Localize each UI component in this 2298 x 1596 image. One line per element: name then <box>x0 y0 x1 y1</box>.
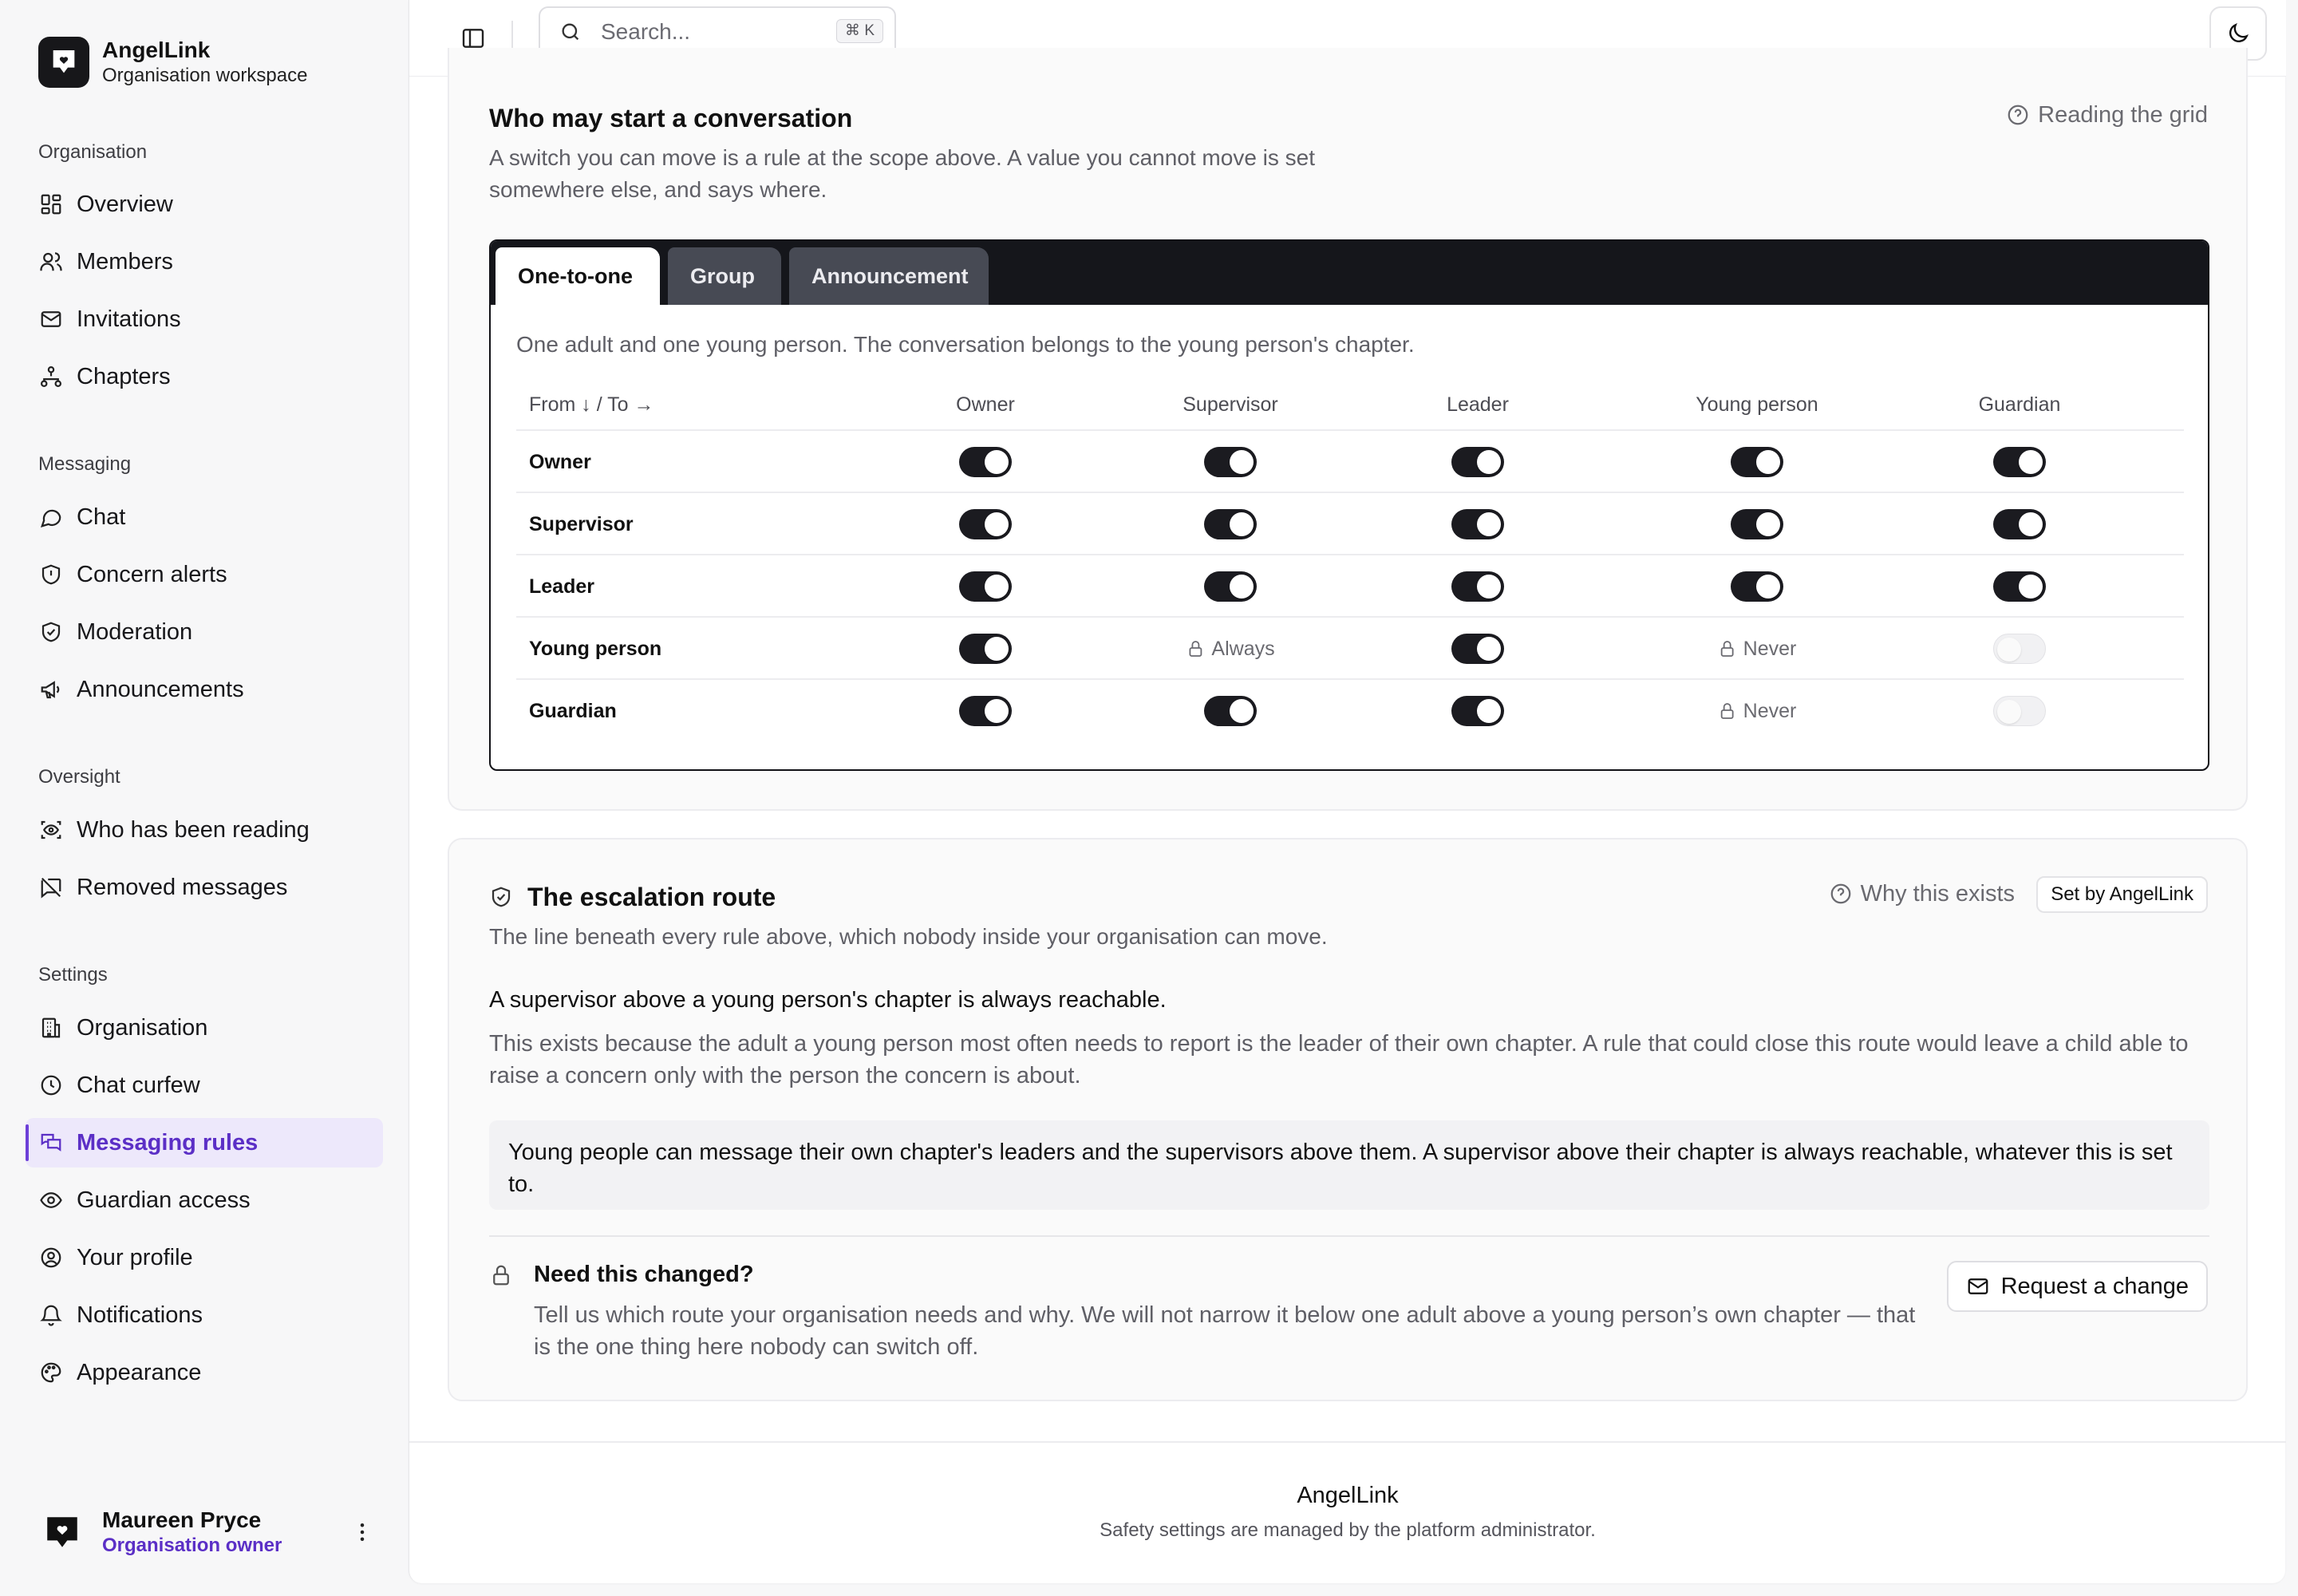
help-link-label: Why this exists <box>1860 881 2015 907</box>
change-title: Need this changed? <box>534 1262 754 1287</box>
sidebar-item-label: Messaging rules <box>77 1130 259 1156</box>
permission-toggle[interactable] <box>1204 447 1257 477</box>
sidebar-item-organisation[interactable] <box>26 1003 383 1053</box>
users-icon <box>38 249 64 275</box>
toggle-knob <box>1477 575 1501 598</box>
grid-cell <box>1451 431 1504 493</box>
permission-toggle[interactable] <box>1731 509 1783 539</box>
grid-cell <box>1718 680 1797 742</box>
sidebar-item-guardian-access[interactable] <box>26 1175 383 1225</box>
permission-toggle[interactable] <box>1204 571 1257 602</box>
permission-toggle[interactable] <box>1451 571 1504 602</box>
help-circle-icon <box>1829 882 1853 906</box>
tab-strip <box>491 241 2208 305</box>
sidebar-item-label: Your profile <box>77 1245 193 1270</box>
sidebar-item-invitations[interactable] <box>26 294 383 344</box>
toggle-knob <box>1756 512 1780 536</box>
sidebar-item-label: Members <box>77 249 173 275</box>
grid-cell <box>1451 555 1504 618</box>
angellink-logo-icon <box>38 37 89 88</box>
search-shortcut: ⌘ K <box>836 19 883 43</box>
escalation-title-row <box>489 881 776 913</box>
why-this-exists-link[interactable] <box>1829 879 2015 908</box>
scan-eye-icon <box>38 817 64 843</box>
grid-cell <box>1204 493 1257 555</box>
sidebar-item-members[interactable] <box>26 237 383 286</box>
request-change-label: Request a change <box>2000 1273 2189 1299</box>
column-header: Guardian <box>1978 393 2061 416</box>
toggle-knob <box>2019 450 2043 474</box>
grid-cell <box>1451 493 1504 555</box>
user-circle-icon <box>38 1245 64 1270</box>
column-header: Supervisor <box>1183 393 1278 416</box>
locked-value <box>1186 638 1274 661</box>
table-row <box>516 618 2184 680</box>
locked-value-label: Never <box>1743 637 1797 660</box>
shield-check-icon <box>489 884 515 910</box>
grid-corner-label: From ↓ / To → <box>529 393 654 416</box>
sidebar-item-chat-curfew[interactable] <box>26 1061 383 1110</box>
sidebar-item-label: Overview <box>77 192 173 217</box>
sidebar-item-your-profile[interactable] <box>26 1233 383 1282</box>
sidebar-item-who-has-been-reading[interactable] <box>26 805 383 855</box>
tab-announcement[interactable]: Announcement <box>789 247 989 305</box>
grid-header <box>516 377 2184 431</box>
eye-icon <box>38 1187 64 1213</box>
escalation-title: The escalation route <box>527 883 776 911</box>
nav-group-settings: Settings <box>38 964 108 986</box>
brand-name: AngelLink <box>102 38 211 62</box>
megaphone-icon <box>38 677 64 702</box>
sidebar-item-messaging-rules[interactable] <box>26 1118 383 1167</box>
messages-icon <box>38 1130 64 1156</box>
row-header: Owner <box>529 451 591 473</box>
locked-value <box>1718 638 1797 661</box>
tab-one-to-one[interactable]: One-to-one <box>496 247 660 305</box>
sidebar <box>0 0 407 1596</box>
sidebar-item-label: Invitations <box>77 306 181 332</box>
column-header: Owner <box>956 393 1015 416</box>
toggle-knob <box>1997 638 2021 662</box>
escalation-route-card <box>448 838 2248 1401</box>
row-header: Guardian <box>529 700 617 722</box>
grid-cell <box>1993 680 2046 742</box>
toggle-knob <box>2019 512 2043 536</box>
escalation-note: Young people can message their own chapter's leaders and the supervisors above them. A supervisor above their chapter is always reachable, whatever this is set to. <box>489 1120 2209 1210</box>
nav-group-messaging: Messaging <box>38 453 132 475</box>
row-header: Leader <box>529 575 594 598</box>
toggle-knob <box>1756 575 1780 598</box>
permission-toggle[interactable] <box>959 571 1012 602</box>
permission-toggle[interactable] <box>1451 634 1504 664</box>
sidebar-item-moderation[interactable] <box>26 607 383 657</box>
row-header: Supervisor <box>529 513 634 535</box>
request-change-button[interactable] <box>1947 1261 2208 1312</box>
table-row <box>516 555 2184 618</box>
shield-alert-icon <box>38 562 64 587</box>
grid-cell <box>1993 618 2046 680</box>
permission-toggle[interactable] <box>1731 447 1783 477</box>
nav-group-oversight: Oversight <box>38 766 120 788</box>
lock-icon <box>1186 639 1205 658</box>
divider <box>489 1235 2209 1237</box>
permission-toggle[interactable] <box>1993 571 2046 602</box>
grid-cell <box>1204 431 1257 493</box>
toggle-knob <box>1477 512 1501 536</box>
row-header: Young person <box>529 638 662 660</box>
locked-value <box>1718 700 1797 723</box>
nav-group-organisation: Organisation <box>38 141 148 163</box>
hierarchy-icon <box>38 364 64 389</box>
sidebar-item-label: Chapters <box>77 364 171 389</box>
grid-cell <box>1718 618 1797 680</box>
toggle-knob <box>985 575 1009 598</box>
permission-toggle[interactable] <box>1204 509 1257 539</box>
more-vertical-icon[interactable] <box>348 1518 377 1547</box>
grid-cell <box>1993 431 2046 493</box>
sidebar-item-label: Concern alerts <box>77 562 227 587</box>
chat-bubble-icon <box>38 504 64 530</box>
sidebar-item-label: Removed messages <box>77 875 288 900</box>
topbar-divider <box>511 21 513 48</box>
toggle-knob <box>985 637 1009 661</box>
mail-icon <box>38 306 64 332</box>
avatar <box>41 1511 83 1553</box>
toggle-knob <box>1230 512 1254 536</box>
sidebar-item-label: Chat curfew <box>77 1073 200 1098</box>
sidebar-item-label: Chat <box>77 504 126 530</box>
sidebar-item-chapters[interactable] <box>26 352 383 401</box>
escalation-lead: A supervisor above a young person's chapter is always reachable. <box>489 987 1167 1013</box>
building-icon <box>38 1015 64 1041</box>
brand[interactable] <box>38 37 307 88</box>
column-header: Young person <box>1696 393 1818 416</box>
lock-icon <box>1718 639 1737 658</box>
tab-description: One adult and one young person. The conversation belongs to the young person's chapter. <box>516 332 1415 357</box>
sidebar-item-concern-alerts[interactable] <box>26 550 383 599</box>
bell-icon <box>38 1302 64 1328</box>
grid-cell <box>1186 618 1274 680</box>
sidebar-item-label: Notifications <box>77 1302 203 1328</box>
locked-value-label: Never <box>1743 699 1797 722</box>
user-role: Organisation owner <box>102 1535 282 1556</box>
disabled-toggle <box>1993 696 2046 726</box>
grid-cell <box>1993 555 2046 618</box>
moon-icon <box>2225 21 2251 46</box>
permission-toggle[interactable] <box>959 447 1012 477</box>
clock-icon <box>38 1073 64 1098</box>
toggle-knob <box>985 512 1009 536</box>
grid-cell <box>959 431 1012 493</box>
footer-note: Safety settings are managed by the platform administrator. <box>1100 1519 1596 1541</box>
toggle-knob <box>1230 450 1254 474</box>
user-card[interactable] <box>41 1500 377 1564</box>
tab-group[interactable]: Group <box>668 247 781 305</box>
search-icon <box>559 20 583 44</box>
toggle-knob <box>985 699 1009 723</box>
permission-toggle[interactable] <box>1993 447 2046 477</box>
grid-icon <box>38 192 64 217</box>
toggle-knob <box>1477 699 1501 723</box>
palette-icon <box>38 1360 64 1385</box>
table-row <box>516 493 2184 555</box>
lock-icon <box>1718 701 1737 721</box>
lock-icon <box>489 1262 515 1288</box>
main-panel <box>409 0 2285 1583</box>
toggle-knob <box>1477 637 1501 661</box>
permission-toggle[interactable] <box>1451 509 1504 539</box>
grid-cell <box>1204 680 1257 742</box>
toggle-knob <box>1230 575 1254 598</box>
brand-subtitle: Organisation workspace <box>102 65 308 86</box>
help-link-label: Reading the grid <box>2038 102 2208 128</box>
grid-cell <box>959 493 1012 555</box>
table-row <box>516 431 2184 493</box>
shield-check-icon <box>38 619 64 645</box>
escalation-subtitle: The line beneath every rule above, which nobody inside your organisation can move. <box>489 924 1328 949</box>
section-title: Who may start a conversation <box>489 104 853 132</box>
permission-toggle[interactable] <box>1451 447 1504 477</box>
grid-cell <box>959 618 1012 680</box>
sidebar-item-label: Appearance <box>77 1360 202 1385</box>
grid-cell <box>1731 431 1783 493</box>
grid-cell <box>1451 618 1504 680</box>
grid-cell <box>1204 555 1257 618</box>
sidebar-item-appearance[interactable] <box>26 1348 383 1397</box>
grid-cell <box>1731 555 1783 618</box>
conversation-rules-card <box>448 48 2248 811</box>
toggle-knob <box>985 450 1009 474</box>
sidebar-item-label: Organisation <box>77 1015 208 1041</box>
footer <box>409 1441 2286 1583</box>
conversation-type-tabs <box>489 239 2209 771</box>
sidebar-item-label: Who has been reading <box>77 817 310 843</box>
escalation-body: This exists because the adult a young person most often needs to report is the leader of their own chapter. A rule that could close this route would leave a child able to raise a concern only with the person the concern is about. <box>489 1031 2189 1088</box>
permission-toggle[interactable] <box>959 696 1012 726</box>
sidebar-item-notifications[interactable] <box>26 1290 383 1340</box>
locked-value-label: Always <box>1211 637 1275 660</box>
grid-cell <box>1731 493 1783 555</box>
sidebar-item-removed-messages[interactable] <box>26 863 383 912</box>
user-name: Maureen Pryce <box>102 1507 262 1532</box>
disabled-toggle <box>1993 634 2046 664</box>
sidebar-item-label: Moderation <box>77 619 193 645</box>
search-input[interactable] <box>601 19 832 45</box>
reading-the-grid-link[interactable] <box>2006 101 2208 129</box>
permission-toggle[interactable] <box>959 509 1012 539</box>
permission-toggle[interactable] <box>1993 509 2046 539</box>
permission-toggle[interactable] <box>1204 696 1257 726</box>
sidebar-item-label: Announcements <box>77 677 244 702</box>
permission-toggle[interactable] <box>1451 696 1504 726</box>
permission-toggle[interactable] <box>959 634 1012 664</box>
sidebar-item-announcements[interactable] <box>26 665 383 714</box>
table-row <box>516 680 2184 742</box>
grid-cell <box>1451 680 1504 742</box>
permission-toggle[interactable] <box>1731 571 1783 602</box>
grid-cell <box>1993 493 2046 555</box>
toggle-knob <box>2019 575 2043 598</box>
toggle-knob <box>1997 700 2021 724</box>
toggle-knob <box>1756 450 1780 474</box>
section-description: A switch you can move is a rule at the scope above. A value you cannot move is set somewhere else, and says where. <box>489 145 1316 202</box>
sidebar-item-label: Guardian access <box>77 1187 251 1213</box>
grid-cell <box>959 680 1012 742</box>
toggle-knob <box>1477 450 1501 474</box>
set-by-badge: Set by AngelLink <box>2036 876 2208 913</box>
sidebar-item-chat[interactable] <box>26 492 383 542</box>
grid-cell <box>959 555 1012 618</box>
message-off-icon <box>38 875 64 900</box>
mail-icon <box>1966 1274 1992 1299</box>
change-body: Tell us which route your organisation needs and why. We will not narrow it below one adult above a young person’s own chapter — that is the one thing here nobody can switch off. <box>534 1302 1916 1360</box>
help-circle-icon <box>2006 103 2030 127</box>
sidebar-item-overview[interactable] <box>26 180 383 229</box>
footer-brand: AngelLink <box>1297 1483 1399 1508</box>
toggle-knob <box>1230 699 1254 723</box>
column-header: Leader <box>1447 393 1509 416</box>
